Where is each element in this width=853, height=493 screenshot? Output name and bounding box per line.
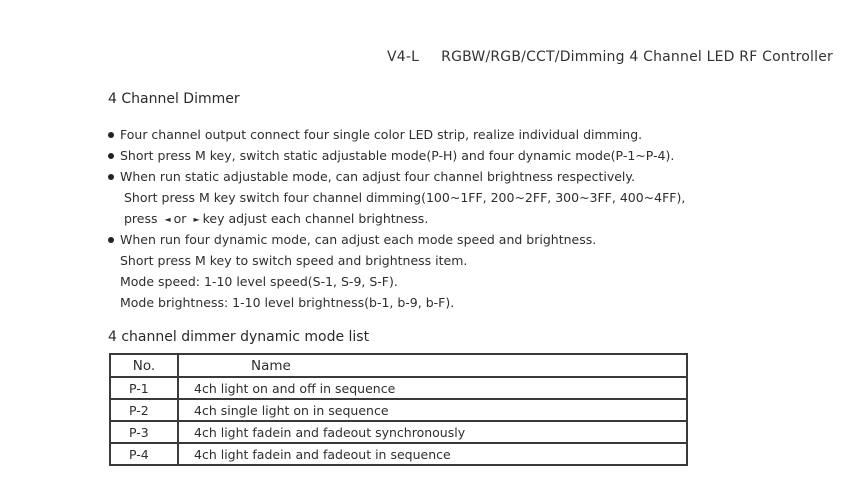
page-header: [387, 49, 833, 65]
dynamic-mode-table: [109, 353, 688, 466]
section-title-4-channel-dimmer: 4 Channel Dimmer: [108, 91, 240, 107]
or-word: or: [173, 211, 187, 226]
press-word: press: [124, 211, 158, 226]
mode-number: P-3: [110, 421, 178, 443]
mode-number: P-2: [110, 399, 178, 421]
bullet-icon: [108, 153, 114, 159]
column-header-no: No.: [110, 354, 178, 377]
bullet-icon: [108, 132, 114, 138]
bullet-line: [108, 127, 642, 142]
bullet-line: [108, 232, 596, 247]
left-arrow-icon: ◄: [164, 215, 171, 224]
bullet-icon: [108, 174, 114, 180]
indented-line: [120, 274, 398, 289]
line-text: Four channel output connect four single color LED strip, realize individual dimming.: [120, 127, 643, 142]
bullet-line: [108, 169, 635, 184]
table-header-row: [110, 354, 687, 377]
bullet-icon: [108, 237, 114, 243]
indented-line: [124, 211, 428, 226]
table-row: [110, 399, 687, 421]
indented-line: [124, 190, 685, 205]
line-text: Mode brightness: 1-10 level brightness(b-1, b-9, b-F).: [120, 295, 455, 310]
line-text: Mode speed: 1-10 level speed(S-1, S-9, S-F).: [120, 274, 398, 289]
indented-line: [120, 295, 454, 310]
line-text: Short press M key, switch static adjustable mode(P-H) and four dynamic mode(P-1~P-4).: [120, 148, 675, 163]
mode-name: 4ch light fadein and fadeout synchronously: [178, 421, 687, 443]
table-row: [110, 377, 687, 399]
mode-name: 4ch light on and off in sequence: [178, 377, 687, 399]
product-name: RGBW/RGB/CCT/Dimming 4 Channel LED RF Controller: [441, 49, 833, 65]
line-text: Short press M key to switch speed and brightness item.: [120, 253, 468, 268]
mode-number: P-4: [110, 443, 178, 465]
right-arrow-icon: ►: [193, 215, 200, 224]
line-text: Short press M key switch four channel dimming(100~1FF, 200~2FF, 300~3FF, 400~4FF),: [124, 190, 686, 205]
indented-line: [120, 253, 467, 268]
section-title-dynamic-mode-list: 4 channel dimmer dynamic mode list: [108, 329, 370, 345]
mode-name: 4ch single light on in sequence: [178, 399, 687, 421]
bullet-line: [108, 148, 674, 163]
column-header-name: Name: [178, 354, 687, 377]
mode-number: P-1: [110, 377, 178, 399]
table-row: [110, 421, 687, 443]
mode-name: 4ch light fadein and fadeout in sequence: [178, 443, 687, 465]
table-row: [110, 443, 687, 465]
model-number: V4-L: [387, 49, 420, 65]
line-text: When run four dynamic mode, can adjust each mode speed and brightness.: [120, 232, 597, 247]
line-text: When run static adjustable mode, can adjust four channel brightness respectively.: [120, 169, 635, 184]
press-suffix: key adjust each channel brightness.: [202, 211, 429, 226]
